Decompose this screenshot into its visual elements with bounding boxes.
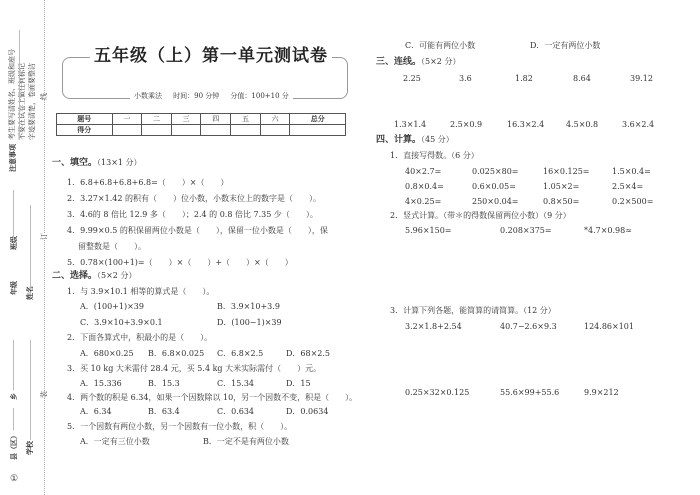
score-cell[interactable] — [231, 125, 261, 136]
match-bottom[interactable]: 3.6×2.4 — [622, 120, 655, 129]
calc-item: 0.8×0.4= — [405, 182, 444, 191]
calc-item: 0.2×500= — [612, 197, 654, 206]
match-bottom[interactable]: 4.5×0.8 — [566, 120, 599, 129]
column-header: 六 — [260, 114, 290, 125]
exam-score: 分值：100+10 分 — [230, 92, 289, 100]
name-field[interactable] — [30, 205, 31, 290]
option: B．一定不是有两位小数 — [203, 437, 289, 446]
class-field[interactable] — [13, 190, 14, 240]
table-row — [57, 125, 346, 136]
option: D．15 — [286, 379, 311, 388]
option: B．6.8×0.025 — [148, 349, 205, 358]
question: 1．与 3.9×10.1 相等的算式是（ ）。 — [67, 287, 215, 296]
option: D．68×2.5 — [286, 349, 331, 358]
binding-xian: 线 — [40, 93, 48, 100]
part-label: 1．直接写得数。（6 分） — [390, 151, 479, 160]
match-top[interactable]: 1.82 — [515, 74, 533, 83]
note-1: 考生要写清姓名、班级和座号 — [8, 49, 16, 140]
fill-item: 4．9.99×0.5 的积保留两位小数是（ ），保留一位小数是（ ），保 — [67, 226, 328, 235]
question: 5．一个因数有两位小数，另一个因数有一位小数，积（ ）。 — [67, 422, 293, 431]
option: A．680×0.25 — [80, 349, 134, 358]
fill-item: 5．0.78×(100+1)=（ ）×（ ）+（ ）×（ ） — [67, 258, 293, 267]
township-label: 乡 — [10, 393, 18, 400]
option: D．0.0634 — [286, 407, 329, 416]
option: C．6.8×2.5 — [217, 349, 264, 358]
column-header: 二 — [142, 114, 172, 125]
option: B．63.4 — [148, 407, 180, 416]
section2-heading — [52, 271, 136, 281]
table-row — [57, 114, 346, 125]
calc-item: 0.208×375= — [500, 226, 552, 235]
calc-item: 3.2×1.8+2.54 — [405, 322, 462, 331]
class-label: 班级 — [10, 236, 18, 250]
section-title: 二、选择。 — [52, 271, 98, 281]
township-field[interactable] — [13, 340, 14, 390]
binding-ding: 订 — [40, 233, 48, 240]
score-cell[interactable] — [112, 125, 142, 136]
exam-topic: 小数乘法 — [134, 92, 162, 100]
calc-item: 9.9×212 — [584, 388, 619, 397]
calc-item: 250×0.04= — [472, 197, 519, 206]
question: 2．下面各算式中，积最小的是（ ）。 — [67, 333, 213, 342]
question: 3．买 10 kg 大米需付 28.4 元，买 5.4 kg 大米实际需付（ ）元。 — [67, 364, 322, 373]
section-title: 四、计算。 — [376, 135, 422, 145]
column-header: 三 — [171, 114, 201, 125]
row-header: 题号 — [57, 114, 113, 125]
county-field[interactable] — [13, 408, 14, 430]
match-bottom[interactable]: 1.3×1.4 — [394, 120, 427, 129]
calc-item: 0.025×80= — [472, 167, 519, 176]
exam-time: 时间：90 分钟 — [173, 92, 220, 100]
column-header: 一 — [112, 114, 142, 125]
calc-item: *4.7×0.98≈ — [584, 226, 632, 235]
name-label: 姓名 — [26, 286, 34, 300]
section-title: 一、填空。 — [52, 158, 98, 168]
exam-info — [130, 91, 293, 101]
page-number: ① — [10, 474, 19, 484]
match-top[interactable]: 2.25 — [403, 74, 421, 83]
question: 4．两个数的积是 6.34，如果一个因数除以 10，另一个因数不变，积是（ ）。 — [67, 393, 358, 402]
page-title: 五年级（上）第一单元测试卷 — [90, 46, 332, 66]
column-header: 总分 — [290, 114, 346, 125]
option: C．0.634 — [217, 407, 255, 416]
school-label: 学校 — [26, 441, 34, 455]
match-bottom[interactable]: 16.3×2.4 — [507, 120, 545, 129]
match-top[interactable]: 8.64 — [573, 74, 591, 83]
part-label: 2．竖式计算。（带＊的得数保留两位小数）（9 分） — [390, 211, 571, 220]
calc-item: 5.96×150= — [405, 226, 452, 235]
note-3: 字迹要清楚，卷面要整洁 — [28, 63, 36, 140]
calc-item: 40.7−2.6×9.3 — [500, 322, 557, 331]
row-header: 得分 — [57, 125, 113, 136]
note-2: 不要在试卷上做任何标记 — [18, 63, 26, 140]
fill-item: 留整数是（ ）。 — [78, 242, 146, 251]
match-bottom[interactable]: 2.5×0.9 — [450, 120, 483, 129]
calc-item: 124.86×101 — [584, 322, 634, 331]
calc-item: 1.5×0.4= — [612, 167, 651, 176]
calc-item: 0.8×50= — [543, 197, 580, 206]
score-cell[interactable] — [290, 125, 346, 136]
section-points: （5×2 分） — [421, 57, 461, 66]
option: C．可能有两位小数 — [405, 41, 476, 50]
option: C．15.34 — [217, 379, 255, 388]
column-header: 四 — [201, 114, 231, 125]
part-label: 3．计算下列各题，能简算的请简算。（12 分） — [390, 306, 556, 315]
option: C．3.9×10+3.9×0.1 — [80, 318, 163, 327]
section-points: （5×2 分） — [97, 271, 137, 280]
option: B．3.9×10+3.9 — [217, 302, 280, 311]
score-cell[interactable] — [142, 125, 172, 136]
grade-label: 年级 — [10, 281, 18, 295]
column-header: 五 — [231, 114, 261, 125]
score-cell[interactable] — [171, 125, 201, 136]
section-points: （45 分） — [421, 135, 454, 144]
option: A．15.336 — [80, 379, 122, 388]
section4-heading — [376, 135, 454, 145]
calc-item: 1.05×2= — [543, 182, 580, 191]
section3-heading — [376, 57, 460, 67]
calc-item: 55.6×99+55.6 — [500, 388, 560, 397]
fill-item: 1．6.8+6.8+6.8+6.8=（ ）×（ ） — [67, 178, 229, 187]
option: A．一定有三位小数 — [80, 437, 150, 446]
option: A．(100+1)×39 — [80, 302, 144, 311]
calc-item: 40×2.7= — [405, 167, 442, 176]
binding-line — [44, 0, 45, 495]
section1-heading — [52, 158, 142, 168]
score-table — [56, 113, 346, 136]
binding-zhuang: 装 — [40, 391, 48, 398]
option: B．15.3 — [148, 379, 180, 388]
notes-title: 注意事项 — [9, 144, 17, 172]
calc-item: 2.5×4= — [612, 182, 644, 191]
score-cell[interactable] — [201, 125, 231, 136]
calc-item: 0.6×0.05= — [472, 182, 516, 191]
calc-item: 0.25×32×0.125 — [405, 388, 470, 397]
county-label: 县（区） — [10, 432, 18, 460]
fill-item: 2．3.27×1.42 的积有（ ）位小数，小数末位上的数字是（ ）。 — [67, 194, 321, 203]
calc-item: 16×0.125= — [543, 167, 590, 176]
fill-item: 3．4.6的 8 倍比 12.9 多（ ）；2.4 的 0.8 倍比 7.35 少（ ）。 — [67, 210, 318, 219]
match-top[interactable]: 39.12 — [630, 74, 653, 83]
school-field[interactable] — [30, 340, 31, 440]
option: A．6.34 — [80, 407, 112, 416]
score-cell[interactable] — [260, 125, 290, 136]
option: D．(100−1)×39 — [217, 318, 282, 327]
option: D．一定有两位小数 — [530, 41, 601, 50]
section-points: （13×1 分） — [97, 158, 142, 167]
match-top[interactable]: 3.6 — [459, 74, 472, 83]
section-title: 三、连线。 — [376, 57, 422, 67]
calc-item: 4×0.25= — [405, 197, 442, 206]
